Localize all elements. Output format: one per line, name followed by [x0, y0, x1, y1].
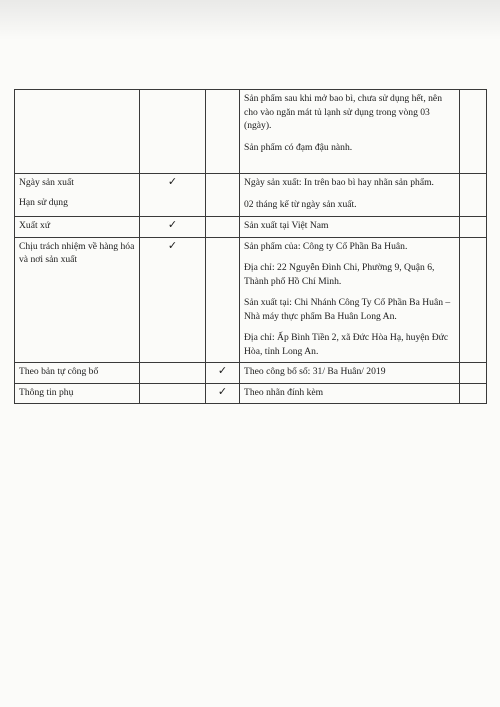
row-label: [15, 383, 140, 404]
row-content: [240, 237, 460, 363]
check-mark: [206, 217, 240, 238]
empty-cell: [460, 383, 487, 404]
table-row: [15, 363, 487, 384]
row-content: [240, 174, 460, 217]
content-line: Theo nhãn đính kèm: [244, 386, 324, 398]
check-mark: ✓: [140, 217, 206, 238]
empty-cell: [460, 174, 487, 217]
row-label: [15, 174, 140, 217]
check-mark: [206, 237, 240, 363]
scan-shadow: [0, 0, 500, 40]
label-info-table: [14, 89, 487, 404]
row-label: [15, 90, 140, 174]
label-line: Thông tin phụ: [19, 386, 74, 398]
content-line: Ngày sản xuất: In trên bao bì hay nhãn sản phẩm.: [244, 177, 434, 188]
row-content: [240, 363, 460, 384]
content-line: Sản phẩm sau khi mở bao bì, chưa sử dụng hết, nên cho vào ngăn mát tủ lạnh sử dụng trong vòng 03 (ngày).: [244, 93, 442, 131]
empty-cell: [460, 363, 487, 384]
content-line: Địa chỉ: 22 Nguyễn Đình Chi, Phường 9, Quận 6, Thành phố Hồ Chí Minh.: [244, 262, 435, 287]
row-content: [240, 217, 460, 238]
row-content: [240, 383, 460, 404]
table-row: [15, 90, 487, 174]
table-row: [15, 217, 487, 238]
content-line: Sản xuất tại Việt Nam: [244, 220, 329, 231]
content-line: Sản phẩm của: Công ty Cổ Phần Ba Huân.: [244, 240, 408, 252]
content-line: 02 tháng kể từ ngày sản xuất.: [244, 198, 357, 210]
label-line: Chịu trách nhiệm về hàng hóa và nơi sản xuất: [19, 240, 135, 265]
table-row: [15, 174, 487, 217]
row-label: [15, 237, 140, 363]
check-mark: ✓: [206, 383, 240, 404]
check-mark: [140, 383, 206, 404]
empty-cell: [460, 217, 487, 238]
table-row: [15, 237, 487, 363]
label-line: Theo bản tự công bố: [19, 366, 99, 377]
content-line: Địa chỉ: Ấp Bình Tiền 2, xã Đức Hòa Hạ, huyện Đức Hòa, tỉnh Long An.: [244, 332, 449, 357]
check-mark: ✓: [140, 174, 206, 217]
check-mark: [206, 90, 240, 174]
label-line: Ngày sản xuất: [19, 177, 74, 188]
label-line: Xuất xứ: [19, 220, 51, 231]
check-mark: ✓: [206, 363, 240, 384]
row-label: [15, 363, 140, 384]
check-mark: [140, 363, 206, 384]
table-row: [15, 383, 487, 404]
content-line: Theo công bố số: 31/ Ba Huân/ 2019: [244, 366, 386, 377]
row-label: [15, 217, 140, 238]
content-line: Sản phẩm có đạm đậu nành.: [244, 141, 353, 153]
empty-cell: [460, 90, 487, 174]
content-line: Sản xuất tại: Chi Nhánh Công Ty Cổ Phần Ba Huân – Nhà máy thực phẩm Ba Huân Long An.: [244, 297, 451, 322]
empty-cell: [460, 237, 487, 363]
label-line: Hạn sử dụng: [19, 196, 68, 208]
row-content: [240, 90, 460, 174]
check-mark: [206, 174, 240, 217]
check-mark: [140, 90, 206, 174]
check-mark: ✓: [140, 237, 206, 363]
